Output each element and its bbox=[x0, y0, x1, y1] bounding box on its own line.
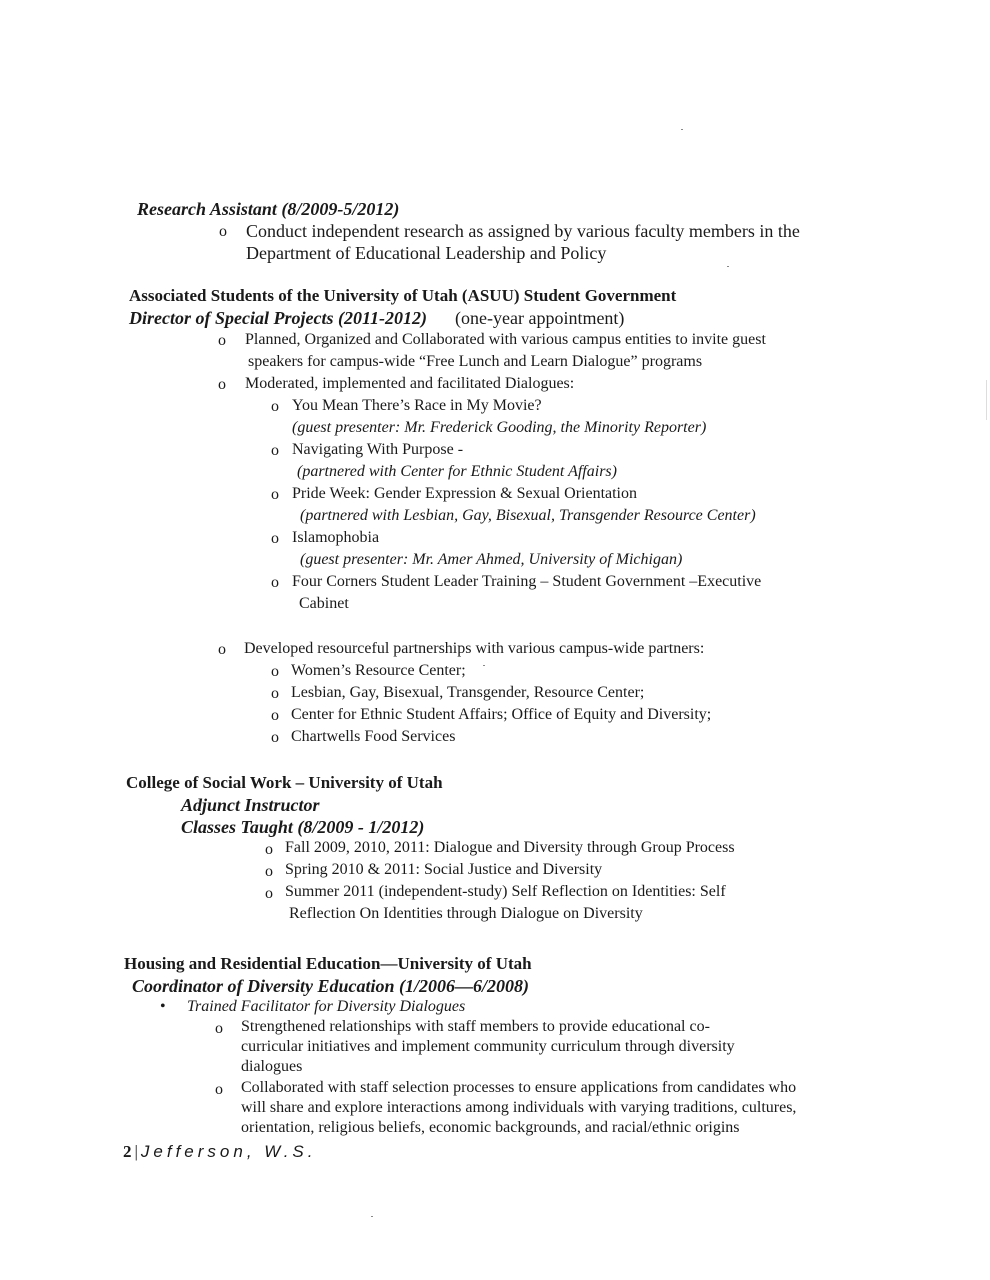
dialogue-note: (guest presenter: Mr. Frederick Gooding, the Minority Reporter) bbox=[292, 419, 707, 436]
circle-bullet-icon: o bbox=[215, 1081, 223, 1098]
circle-bullet-icon: o bbox=[218, 641, 226, 658]
bullet-dot-icon: • bbox=[160, 998, 166, 1015]
research-bullet-line-2: Department of Educational Leadership and Policy bbox=[246, 243, 607, 263]
class-item: Summer 2011 (independent-study) Self Reflection on Identities: Self bbox=[285, 883, 726, 900]
circle-bullet-icon: o bbox=[265, 841, 273, 858]
asuu-bullet-3: Developed resourceful partnerships with various campus-wide partners: bbox=[244, 640, 705, 657]
circle-bullet-icon: o bbox=[265, 863, 273, 880]
dialogue-title: Pride Week: Gender Expression & Sexual Orientation bbox=[292, 485, 637, 502]
asuu-role-note: (one-year appointment) bbox=[455, 308, 625, 328]
circle-bullet-icon: o bbox=[215, 1020, 223, 1037]
footer-separator: | bbox=[134, 1142, 138, 1161]
research-bullet-line-1: Conduct independent research as assigned by various faculty members in the bbox=[246, 221, 800, 241]
dialogue-note: (partnered with Center for Ethnic Student Affairs) bbox=[297, 463, 617, 480]
asuu-bullet-2: Moderated, implemented and facilitated Dialogues: bbox=[245, 375, 575, 392]
dialogue-title: Islamophobia bbox=[292, 529, 380, 546]
circle-bullet-icon: o bbox=[265, 885, 273, 902]
dialogue-title: Four Corners Student Leader Training – Student Government –Executive bbox=[292, 573, 762, 590]
circle-bullet-icon: o bbox=[271, 530, 279, 547]
housing-heading: Housing and Residential Education—University of Utah bbox=[124, 954, 532, 973]
housing-item-1-line-1: Strengthened relationships with staff members to provide educational co- bbox=[241, 1018, 710, 1035]
dialogue-note: Cabinet bbox=[299, 595, 349, 612]
circle-bullet-icon: o bbox=[219, 223, 227, 240]
housing-bullet: Trained Facilitator for Diversity Dialogues bbox=[187, 998, 466, 1015]
page-footer bbox=[123, 1143, 316, 1160]
housing-item-1-line-2: curricular initiatives and implement community curriculum through diversity bbox=[241, 1038, 735, 1055]
dialogue-note: (guest presenter: Mr. Amer Ahmed, University of Michigan) bbox=[300, 551, 683, 568]
partner-item: Women’s Resource Center; bbox=[291, 662, 466, 679]
circle-bullet-icon: o bbox=[271, 685, 279, 702]
circle-bullet-icon: o bbox=[218, 376, 226, 393]
research-assistant-title: Research Assistant (8/2009-5/2012) bbox=[137, 199, 400, 219]
asuu-heading: Associated Students of the University of Utah (ASUU) Student Government bbox=[129, 286, 677, 305]
housing-item-2-line-2: will share and explore interactions among individuals with varying traditions, cultures, bbox=[241, 1099, 797, 1116]
circle-bullet-icon: o bbox=[271, 663, 279, 680]
housing-role: Coordinator of Diversity Education (1/2006—6/2008) bbox=[132, 976, 530, 996]
circle-bullet-icon: o bbox=[271, 729, 279, 746]
circle-bullet-icon: o bbox=[218, 332, 226, 349]
asuu-bullet-1-line-1: Planned, Organized and Collaborated with various campus entities to invite guest bbox=[245, 331, 766, 348]
classes-taught-heading: Classes Taught (8/2009 - 1/2012) bbox=[181, 817, 425, 837]
class-item: Fall 2009, 2010, 2011: Dialogue and Diversity through Group Process bbox=[285, 839, 735, 856]
circle-bullet-icon: o bbox=[271, 707, 279, 724]
partner-item: Lesbian, Gay, Bisexual, Transgender, Resource Center; bbox=[291, 684, 645, 701]
partner-item: Chartwells Food Services bbox=[291, 728, 456, 745]
asuu-role: Director of Special Projects (2011-2012) bbox=[129, 308, 427, 328]
social-work-role: Adjunct Instructor bbox=[181, 795, 320, 815]
circle-bullet-icon: o bbox=[271, 486, 279, 503]
circle-bullet-icon: o bbox=[271, 574, 279, 591]
dialogue-title: Navigating With Purpose - bbox=[292, 441, 464, 458]
housing-item-2-line-3: orientation, religious beliefs, economic backgrounds, and racial/ethnic origins bbox=[241, 1119, 740, 1136]
dialogue-note: (partnered with Lesbian, Gay, Bisexual, Transgender Resource Center) bbox=[300, 507, 756, 524]
partner-item: Center for Ethnic Student Affairs; Office of Equity and Diversity; bbox=[291, 706, 712, 723]
social-work-heading: College of Social Work – University of Utah bbox=[126, 773, 443, 792]
footer-name: Jefferson, W.S. bbox=[140, 1142, 317, 1161]
dialogue-title: You Mean There’s Race in My Movie? bbox=[292, 397, 542, 414]
housing-item-2-line-1: Collaborated with staff selection processes to ensure applications from candidates who bbox=[241, 1079, 797, 1096]
circle-bullet-icon: o bbox=[271, 442, 279, 459]
housing-item-1-line-3: dialogues bbox=[241, 1058, 303, 1075]
class-item: Spring 2010 & 2011: Social Justice and Diversity bbox=[285, 861, 603, 878]
circle-bullet-icon: o bbox=[271, 398, 279, 415]
asuu-bullet-1-line-2: speakers for campus-wide “Free Lunch and Learn Dialogue” programs bbox=[248, 353, 703, 370]
class-item-continued: Reflection On Identities through Dialogue on Diversity bbox=[289, 905, 643, 922]
page-number: 2 bbox=[123, 1142, 132, 1161]
